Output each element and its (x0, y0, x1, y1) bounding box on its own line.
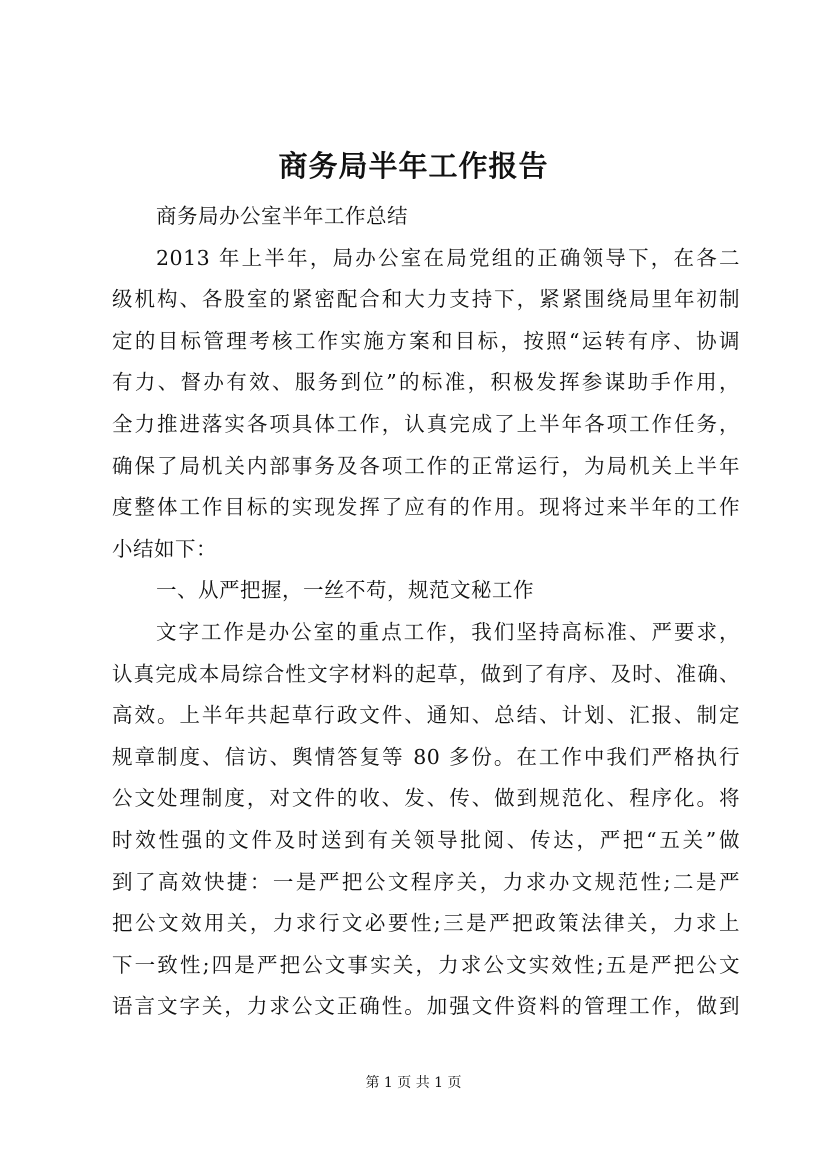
paragraph-line: 语言文字关，力求公文正确性。加强文件资料的管理工作，做到 (112, 994, 740, 1019)
paragraph-line: 到了高效快捷：一是严把公文程序关，力求办文规范性;二是严 (112, 869, 740, 894)
paragraph-line: 有力、督办有效、服务到位”的标准，积极发挥参谋助手作用， (112, 370, 740, 395)
document-body (112, 196, 740, 1028)
paragraph-line: 高效。上半年共起草行政文件、通知、总结、计划、汇报、制定 (112, 703, 740, 728)
paragraph-line: 2013 年上半年，局办公室在局党组的正确领导下，在各二 (156, 245, 740, 270)
paragraph-line: 规章制度、信访、舆情答复等 80 多份。在工作中我们严格执行 (112, 744, 740, 769)
paragraph-line: 文字工作是办公室的重点工作，我们坚持高标准、严要求， (156, 619, 740, 644)
paragraph-line: 公文处理制度，对文件的收、发、传、做到规范化、程序化。将 (112, 786, 740, 811)
section-heading: 一、从严把握，一丝不苟，规范文秘工作 (156, 578, 534, 603)
page-number-footer: 第 1 页 共 1 页 (365, 1075, 462, 1091)
paragraph-line: 把公文效用关，力求行文必要性;三是严把政策法律关，力求上 (112, 911, 740, 936)
paragraph-line: 认真完成本局综合性文字材料的起草，做到了有序、及时、准确、 (112, 661, 740, 686)
paragraph-line: 级机构、各股室的紧密配合和大力支持下，紧紧围绕局里年初制 (112, 287, 740, 312)
paragraph-line: 下一致性;四是严把公文事实关，力求公文实效性;五是严把公文 (112, 952, 740, 977)
paragraph-line: 小结如下： (112, 536, 217, 561)
paragraph-line: 度整体工作目标的实现发挥了应有的作用。现将过来半年的工作 (112, 495, 740, 520)
subtitle-line: 商务局办公室半年工作总结 (156, 204, 408, 228)
paragraph-line: 全力推进落实各项具体工作，认真完成了上半年各项工作任务， (112, 411, 740, 436)
paragraph-line: 定的目标管理考核工作实施方案和目标，按照“运转有序、协调 (112, 328, 740, 353)
document-title: 商务局半年工作报告 (278, 149, 549, 183)
paragraph-line: 时效性强的文件及时送到有关领导批阅、传达，严把“五关”做 (112, 827, 740, 852)
paragraph-line: 确保了局机关内部事务及各项工作的正常运行，为局机关上半年 (112, 453, 740, 478)
